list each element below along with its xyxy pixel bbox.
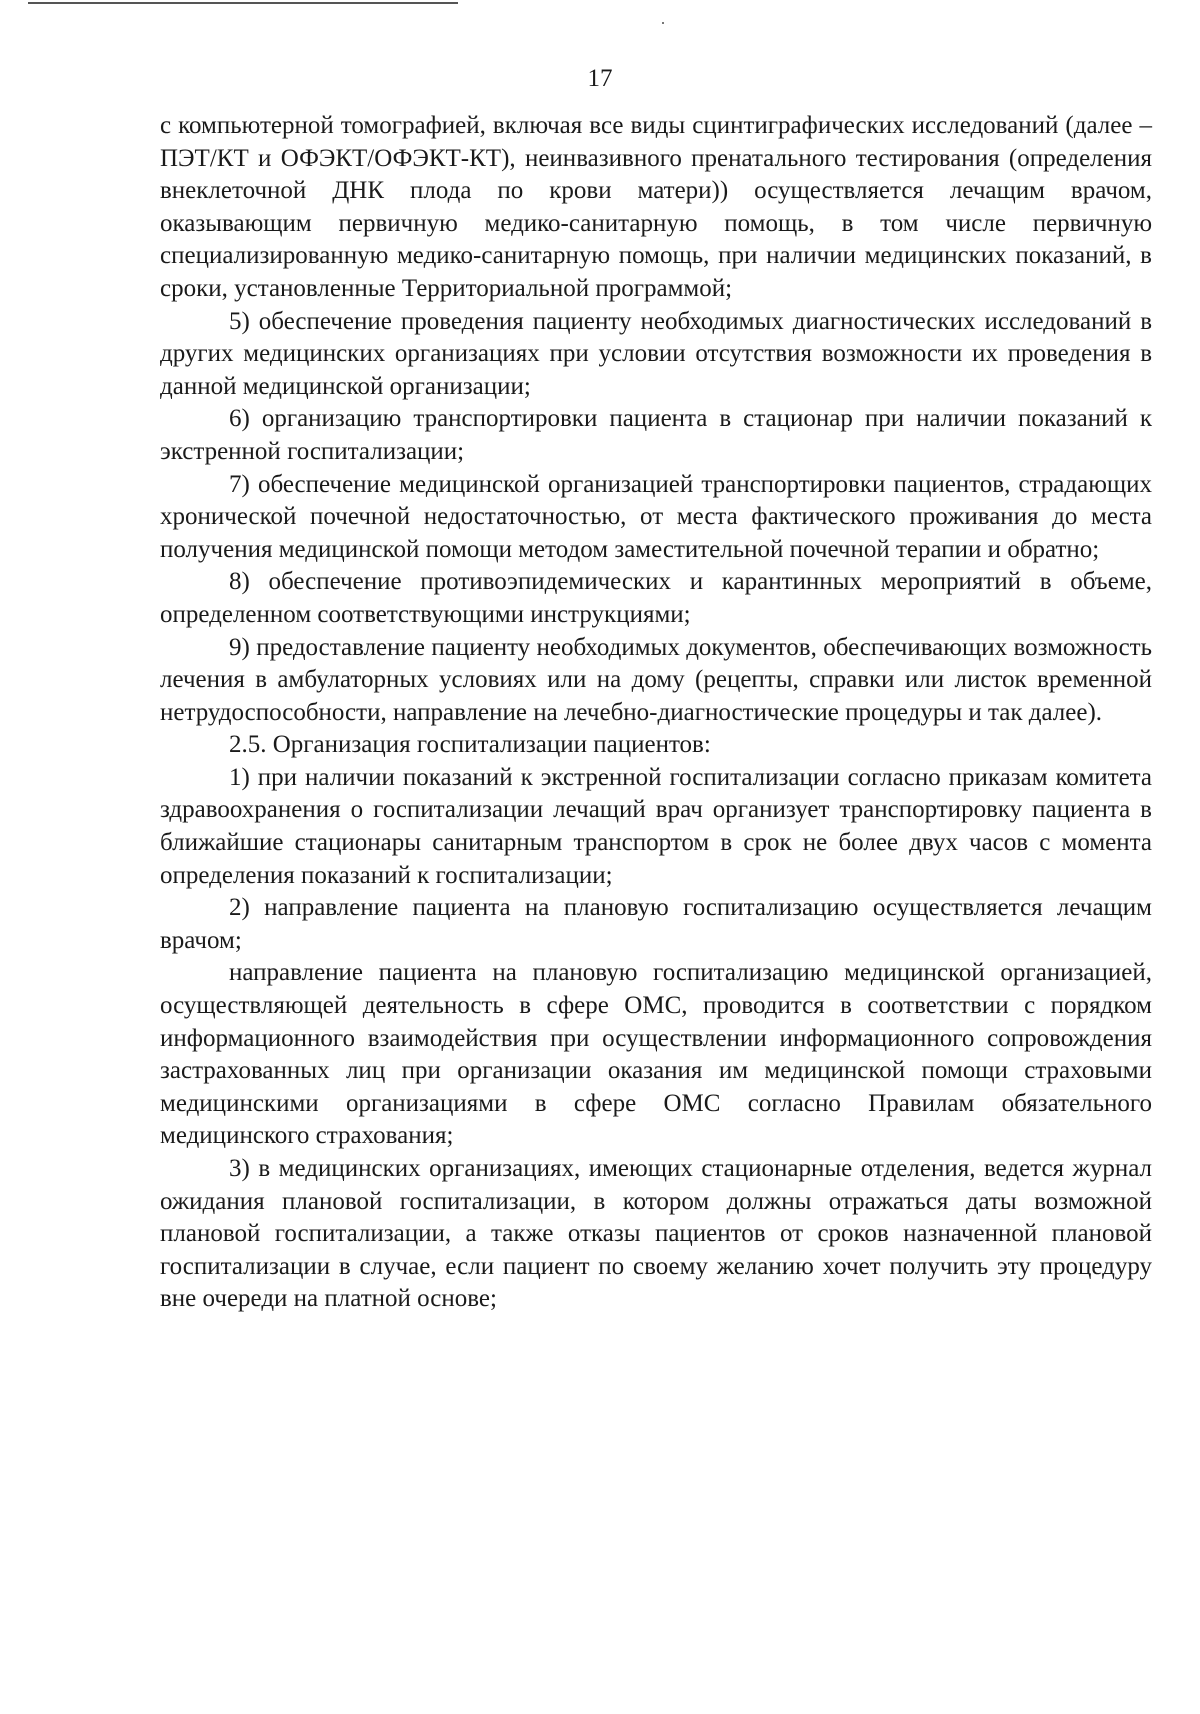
paragraph-item-9: 9) предоставление пациенту необходимых документов, обеспечивающих возможность лечения в амбулаторных условиях или на дому (рецепты, справки или листок временной нетрудоспособности, направление на лечебно-диагностические процедуры и так далее). xyxy=(160,633,1152,726)
paragraph-hosp-item-2: 2) направление пациента на плановую госпитализацию осуществляется лечащим врачом; xyxy=(160,894,1152,954)
paragraph-item-8: 8) обеспечение противоэпидемических и карантинных мероприятий в объеме, определенном соответствующими инструкциями; xyxy=(160,568,1152,628)
document-body xyxy=(160,110,1152,1316)
scan-speck xyxy=(662,22,664,24)
section-heading-2-5: 2.5. Организация госпитализации пациентов: xyxy=(229,731,711,759)
page-number: 17 xyxy=(587,65,613,92)
paragraph-hosp-item-1: 1) при наличии показаний к экстренной госпитализации согласно приказам комитета здравоохранения о госпитализации лечащий врач организует транспортировку пациента в ближайшие стационары санитарным транспортом в срок не более двух часов с момента определения показаний к госпитализации; xyxy=(160,763,1152,889)
paragraph-continuation: с компьютерной томографией, включая все виды сцинтиграфических исследований (далее – ПЭТ/КТ и ОФЭКТ/ОФЭКТ-КТ), неинвазивного пренатального тестирования (определения внеклеточной ДНК плода по крови матери)) осуществляется лечащим врачом, оказывающим первичную медико-санитарную помощь, в том числе первичную специализированную медико-санитарную помощь, при наличии медицинских показаний, в сроки, установленные Территориальной программой; xyxy=(160,112,1152,302)
paragraph-hosp-item-2-detail: направление пациента на плановую госпитализацию медицинской организацией, осуществляющей деятельность в сфере ОМС, проводится в соответствии с порядком информационного взаимодействия при осуществлении информационного сопровождения застрахованных лиц при организации оказания им медицинской помощи страховыми медицинскими организациями в сфере ОМС согласно Правилам обязательного медицинского страхования; xyxy=(160,959,1152,1150)
paragraph-item-5: 5) обеспечение проведения пациенту необходимых диагностических исследований в других медицинских организациях при условии отсутствия возможности их проведения в данной медицинской организации; xyxy=(160,307,1152,400)
paragraph-hosp-item-3: 3) в медицинских организациях, имеющих стационарные отделения, ведется журнал ожидания плановой госпитализации, в котором должны отражаться даты возможной плановой госпитализации, а также отказы пациентов от сроков назначенной плановой госпитализации в случае, если пациент по своему желанию хочет получить эту процедуру вне очереди на платной основе; xyxy=(160,1155,1152,1313)
scan-edge-line xyxy=(28,2,458,4)
paragraph-item-6: 6) организацию транспортировки пациента в стационар при наличии показаний к экстренной госпитализации; xyxy=(160,405,1152,465)
paragraph-item-7: 7) обеспечение медицинской организацией транспортировки пациентов, страдающих хронической почечной недостаточностью, от места фактического проживания до места получения медицинской помощи методом заместительной почечной терапии и обратно; xyxy=(160,470,1152,563)
